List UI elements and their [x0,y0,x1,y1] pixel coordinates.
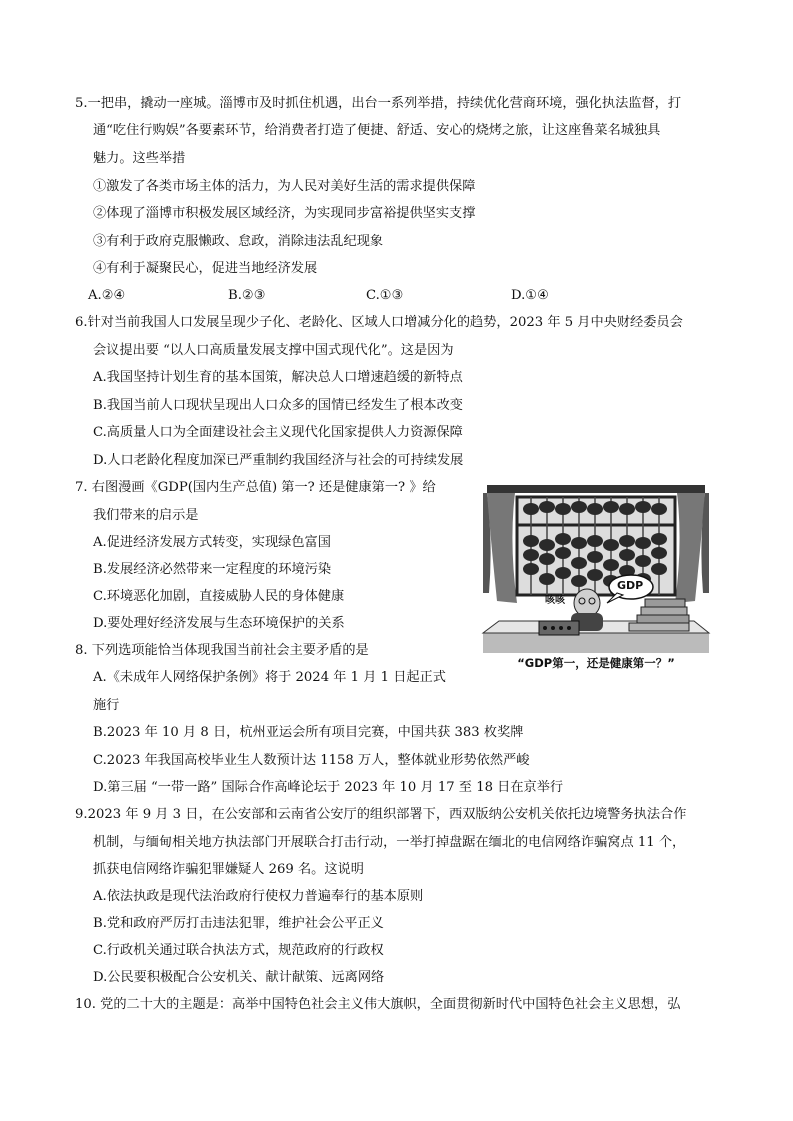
q6-stem-line-1: 6.针对当前我国人口发展呈现少子化、老龄化、区域人口增减分化的趋势，2023 年 5 月中央财经委员会 [75,315,683,330]
q10-stem-line-1: 10. 党的二十大的主题是：高举中国特色社会主义伟大旗帜，全面贯彻新时代中国特色社会主义思想，弘 [75,997,681,1012]
q8-option-b[interactable]: B.2023 年 10 月 8 日，杭州亚运会所有项目完赛，中国共获 383 枚奖牌 [93,725,524,740]
q5-item-1: ①激发了各类市场主体的活力，为人民对美好生活的需求提供保障 [93,179,476,194]
q7-option-b[interactable]: B.发展经济必然带来一定程度的环境污染 [93,562,332,577]
q9-option-c[interactable]: C.行政机关通过联合执法方式，规范政府的行政权 [93,943,384,958]
cartoon-illustration [479,483,713,653]
q5-option-a[interactable]: A.②④ [88,288,126,303]
q5-stem-line-3: 魅力。这些举措 [93,151,186,166]
q6-option-c[interactable]: C.高质量人口为全面建设社会主义现代化国家提供人力资源保障 [93,425,463,440]
cartoon-caption: “GDP第一，还是健康第一？” [517,656,675,670]
q9-stem-line-2: 机制，与缅甸相关地方执法部门开展联合打击行动，一举打掉盘踞在缅北的电信网络诈骗窝点 11 个， [93,835,686,850]
q8-option-d[interactable]: D.第三届 “一带一路” 国际合作高峰论坛于 2023 年 10 月 17 至 18 日在京举行 [93,780,564,795]
q6-option-a[interactable]: A.我国坚持计划生育的基本国策，解决总人口增速趋缓的新特点 [93,370,463,385]
q8-option-a-cont: 施行 [93,698,120,713]
q7-stem-line-1: 7. 右图漫画《GDP(国内生产总值) 第一? 还是健康第一? 》给 [75,480,436,495]
gdp-speech-bubble: GDP [617,579,644,592]
q5-option-c[interactable]: C.①③ [366,288,404,303]
q5-stem-line-1: 5.一把串，撬动一座城。淄博市及时抓住机遇，出台一系列举措，持续优化营商环境，强化执法监督，打 [75,96,682,111]
q7-option-a[interactable]: A.促进经济发展方式转变，实现绿色富国 [93,535,331,550]
q8-stem: 8. 下列选项能恰当体现我国当前社会主要矛盾的是 [75,643,369,658]
q9-option-d[interactable]: D.公民要积极配合公安机关、献计献策、远离网络 [93,970,385,985]
q6-stem-line-2: 会议提出要 “以人口高质量发展支撑中国式现代化”。这是因为 [93,343,454,358]
q7-option-d[interactable]: D.要处理好经济发展与生态环境保护的关系 [93,616,345,631]
q5-item-3: ③有利于政府克服懒政、怠政，消除违法乱纪现象 [93,234,384,249]
q6-option-d[interactable]: D.人口老龄化程度加深已严重制约我国经济与社会的可持续发展 [93,453,464,468]
q9-stem-line-3: 抓获电信网络诈骗犯罪嫌疑人 269 名。这说明 [93,862,364,877]
cough-text: 咳咳 [545,595,565,606]
q9-option-a[interactable]: A.依法执政是现代法治政府行使权力普遍奉行的基本原则 [93,889,424,904]
q9-option-b[interactable]: B.党和政府严厉打击违法犯罪，维护社会公平正义 [93,916,384,931]
q6-option-b[interactable]: B.我国当前人口现状呈现出人口众多的国情已经发生了根本改变 [93,398,463,413]
q5-item-2: ②体现了淄博市积极发展区域经济，为实现同步富裕提供坚实支撑 [93,206,476,221]
q9-stem-line-1: 9.2023 年 9 月 3 日，在公安部和云南省公安厅的组织部署下，西双版纳公安机关依托边境警务执法合作 [75,807,687,822]
q7-option-c[interactable]: C.环境恶化加剧，直接威胁人民的身体健康 [93,589,345,604]
q8-option-c[interactable]: C.2023 年我国高校毕业生人数预计达 1158 万人，整体就业形势依然严峻 [93,753,530,768]
q5-option-d[interactable]: D.①④ [511,288,549,303]
q5-option-b[interactable]: B.②③ [228,288,266,303]
q5-stem-line-2: 通“吃住行购娱”各要素环节，给消费者打造了便捷、舒适、安心的烧烤之旅，让这座鲁菜名城独具 [93,123,661,138]
q5-item-4: ④有利于凝聚民心，促进当地经济发展 [93,261,318,276]
q7-stem-line-2: 我们带来的启示是 [93,508,199,523]
q8-option-a[interactable]: A.《未成年人网络保护条例》将于 2024 年 1 月 1 日起正式 [93,670,446,685]
gdp-cartoon [479,483,713,673]
